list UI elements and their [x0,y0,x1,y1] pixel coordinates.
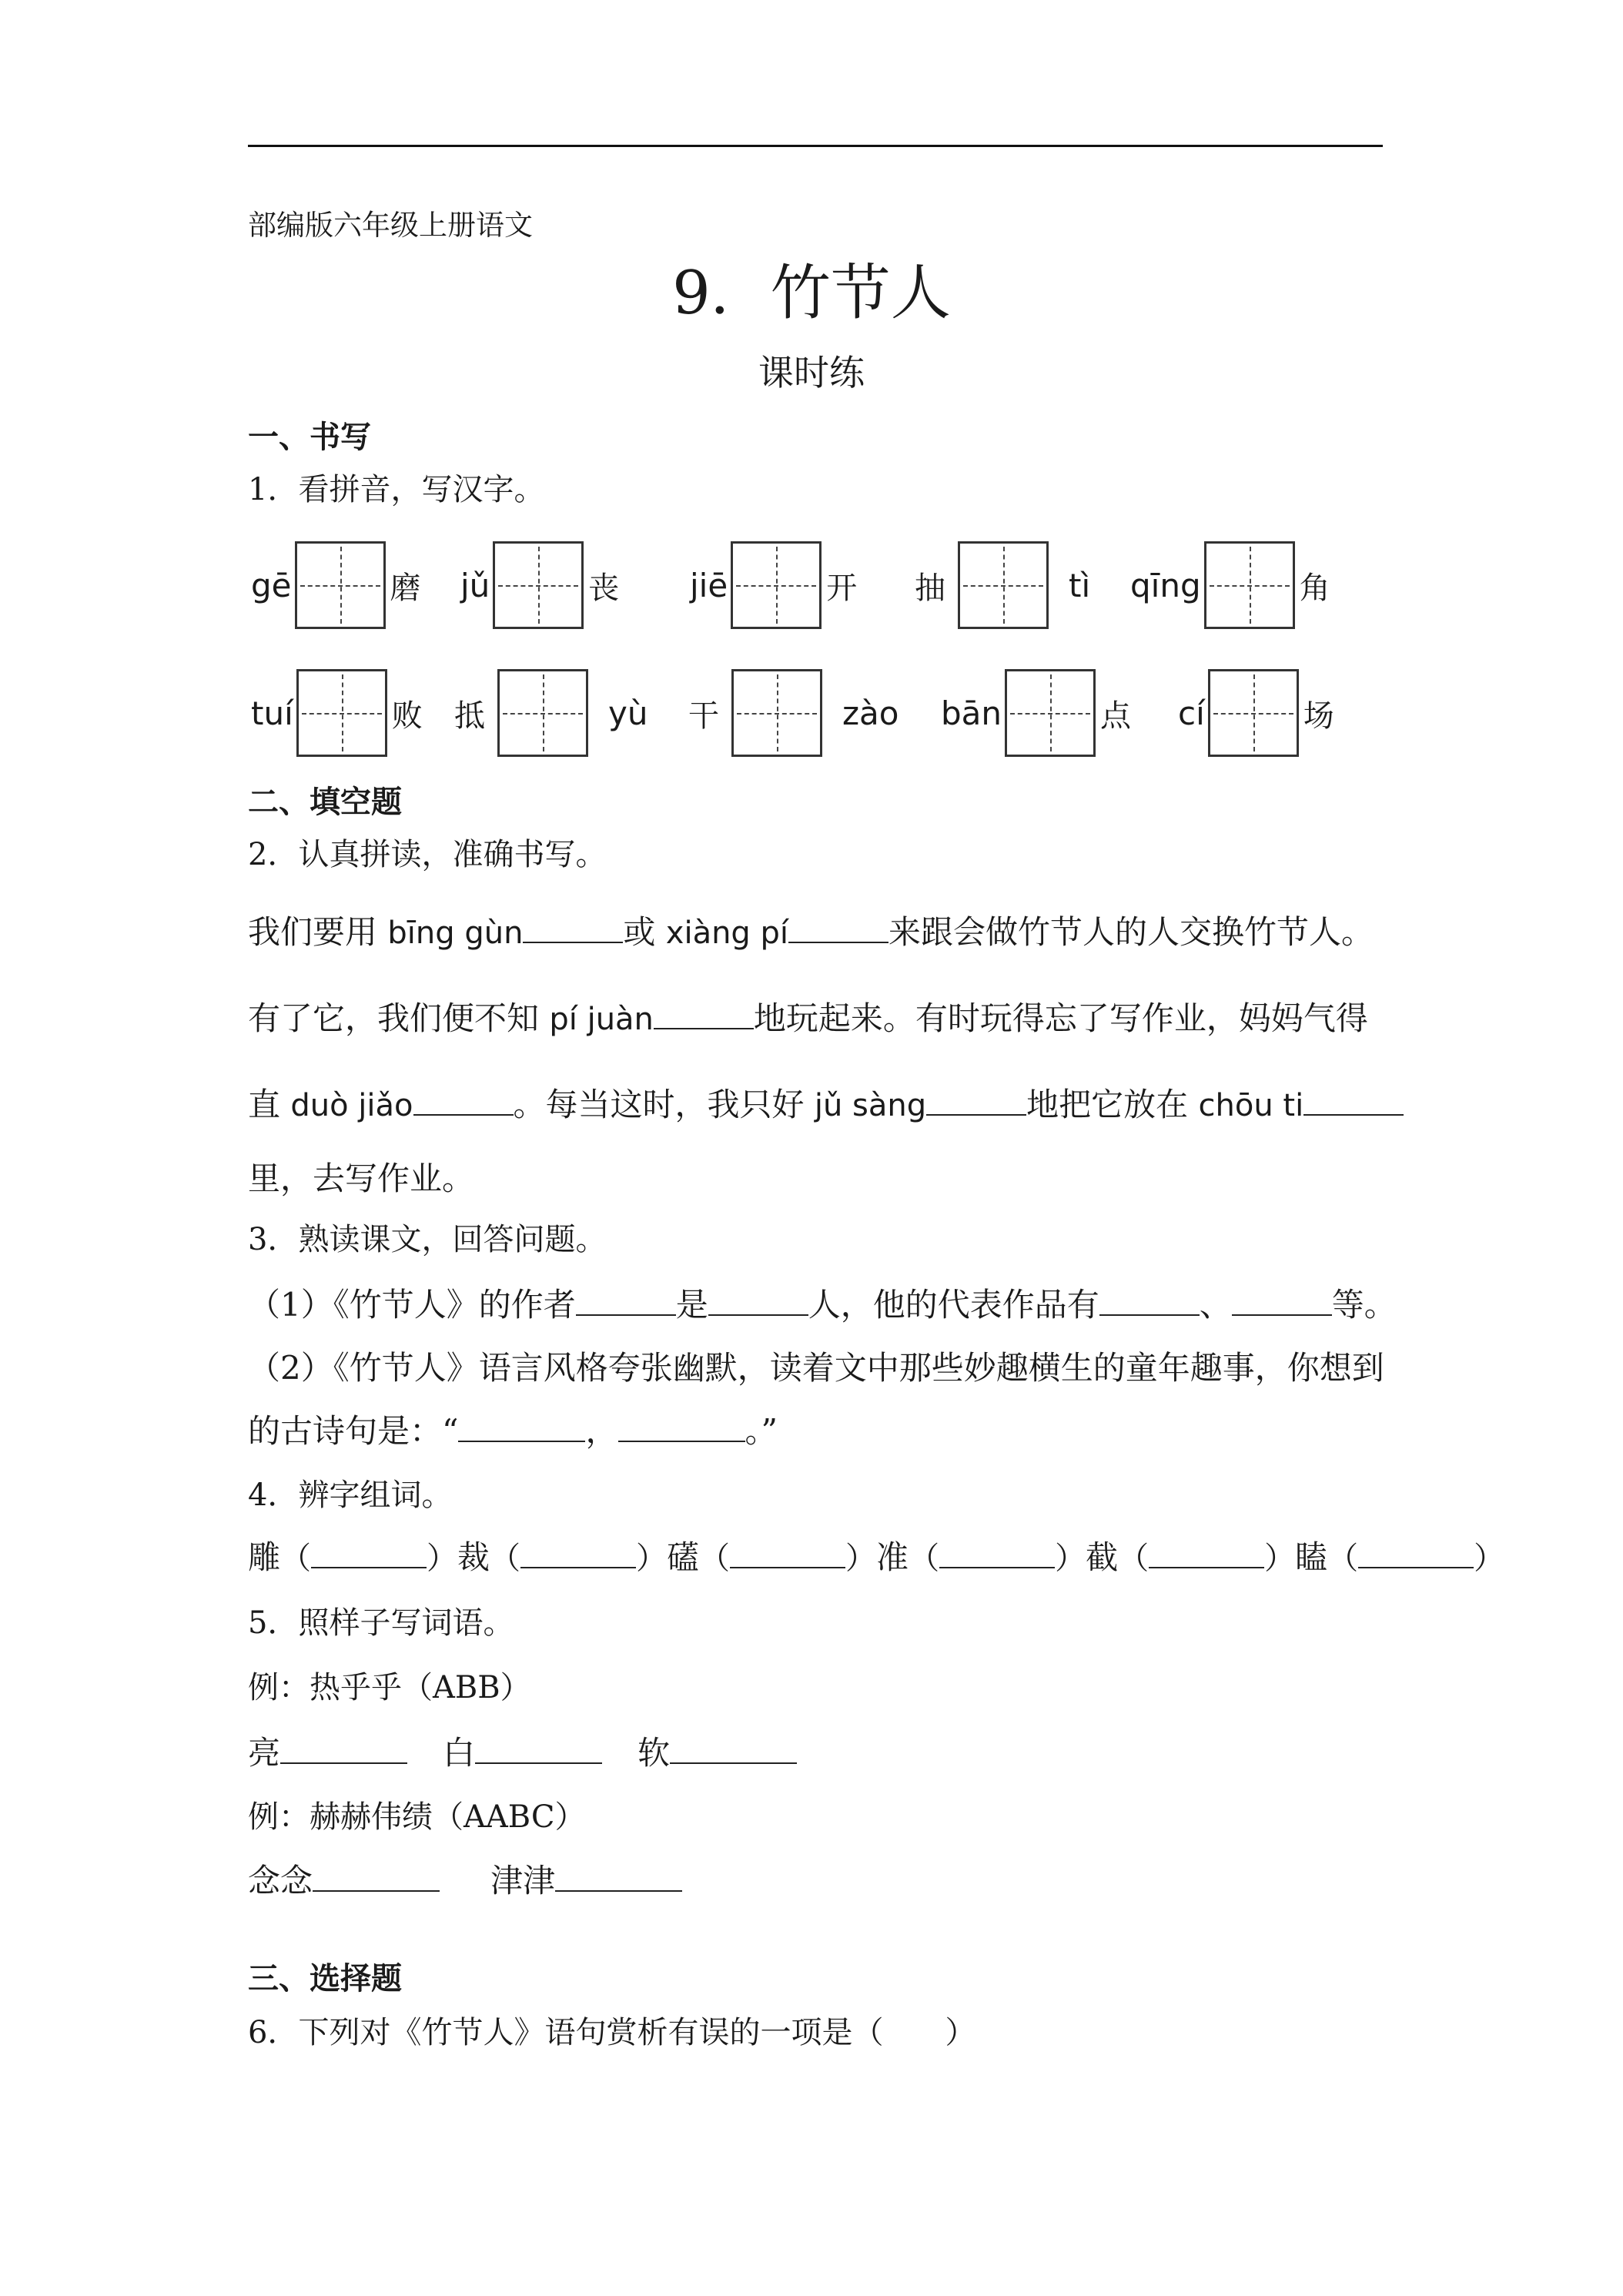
q3-part-2-line-1: （2）《竹节人》语言风格夸张幽默，读着文中那些妙趣横生的童年趣事，你想到 [248,1349,1384,1387]
q2-line-4: 里，去写作业。 [248,1160,475,1197]
q2-line-3 [248,1079,1404,1126]
page-title: 9．竹节人 [672,259,951,328]
text-span: 直 [248,1086,291,1123]
close-paren: ） [636,1541,668,1576]
pinyin-span: jǔ sàng [814,1088,927,1123]
grid-item [248,667,427,759]
grid-item [687,539,862,631]
section-heading-fill: 二、填空题 [248,785,402,820]
tianzi-box[interactable] [296,669,387,757]
answer-blank[interactable] [413,1082,514,1116]
pinyin-label: zào [842,694,899,732]
char-label: 抽 [915,570,945,606]
text-span: ， [585,1412,618,1450]
q2-prompt: 2．认真拼读，准确书写。 [248,837,607,872]
section-heading-choice: 三、选择题 [248,1961,402,1996]
answer-blank[interactable] [1149,1535,1264,1568]
tianzi-box[interactable] [497,669,588,757]
section-heading-writing: 一、书写 [248,420,371,455]
q3-prompt: 3．熟读课文，回答问题。 [248,1222,607,1257]
pinyin-span: xiàng pí [665,915,789,951]
tianzi-box[interactable] [731,541,822,629]
grid-item [910,539,1093,631]
text-span: （1）《竹节人》的作者 [248,1286,576,1324]
grid-item [1127,539,1335,631]
q2-line-1 [248,907,1374,953]
open-paren: （ [1327,1541,1359,1576]
q3-part-2-line-2 [248,1406,778,1452]
answer-blank[interactable] [939,1535,1055,1568]
grid-item [1175,667,1339,759]
answer-blank[interactable] [730,1535,845,1568]
pinyin-label: cí [1178,694,1205,732]
open-paren: （ [1118,1541,1149,1576]
tianzi-box[interactable] [493,541,584,629]
q5-row-2 [248,1856,682,1902]
answer-blank[interactable] [1358,1535,1474,1568]
pinyin-label: tì [1069,566,1091,604]
pinyin-label: bān [941,694,1002,732]
header-rule [248,145,1383,147]
text-span: 或 [623,913,666,951]
q5-example-2: 例：赫赫伟绩（AABC） [248,1799,586,1835]
pinyin-span: duò jiǎo [290,1088,413,1123]
tianzi-box[interactable] [1208,669,1299,757]
tianzi-box[interactable] [958,541,1049,629]
char-label: 抵 [454,698,485,734]
word-stem: 津津 [490,1862,556,1899]
text-span: 我们要用 [248,913,388,951]
pinyin-label: jiē [690,566,728,604]
text-span: 来跟会做竹节人的人交换竹节人。 [888,913,1374,951]
answer-blank[interactable] [280,1730,407,1764]
open-paren: （ [699,1541,731,1576]
char-label: 点 [1100,698,1132,734]
text-span: 地把它放在 [1026,1086,1199,1123]
answer-blank[interactable] [654,996,754,1029]
answer-blank[interactable] [458,1408,585,1442]
q4-prompt: 4．辨字组词。 [248,1478,453,1513]
grid-item [248,539,426,631]
tianzi-box[interactable] [1204,541,1295,629]
open-paren: （ [490,1541,521,1576]
close-paren: ） [1264,1541,1296,1576]
tianzi-box[interactable] [731,669,822,757]
q2-line-2 [248,993,1368,1039]
grid-item [684,667,902,759]
char-label: 雕 [248,1538,281,1576]
char-label: 截 [1086,1538,1119,1576]
page-subtitle: 课时练 [758,352,865,393]
grid-item [938,667,1136,759]
answer-blank[interactable] [520,1535,636,1568]
char-label: 准 [876,1538,909,1576]
tianzi-box[interactable] [295,541,386,629]
grid-item [450,667,651,759]
grid-item [457,539,624,631]
pinyin-label: jǔ [460,566,490,604]
answer-blank[interactable] [311,1535,427,1568]
answer-blank[interactable] [1303,1082,1404,1116]
char-grid-row-1 [248,539,1387,631]
answer-blank[interactable] [618,1408,745,1442]
q5-prompt: 5．照样子写词语。 [248,1605,514,1641]
answer-blank[interactable] [1232,1282,1332,1316]
answer-blank[interactable] [523,909,623,943]
answer-blank[interactable] [313,1858,440,1892]
tianzi-box[interactable] [1005,669,1096,757]
answer-blank[interactable] [788,909,888,943]
pinyin-span: pí juàn [549,1002,654,1037]
q5-example-1: 例：热乎乎（ABB） [248,1670,531,1705]
pinyin-label: tuí [251,694,293,732]
char-label: 丧 [588,570,620,606]
q4-word-row [248,1532,1504,1578]
char-label: 瞌 [1295,1538,1328,1576]
char-label: 开 [826,570,858,606]
answer-blank[interactable] [475,1730,602,1764]
text-span: 等。 [1331,1286,1397,1324]
pinyin-span: bīng gùn [387,915,524,951]
q3-part-1 [248,1280,1397,1326]
q1-prompt: 1．看拼音，写汉字。 [248,472,545,507]
text-span: 。每当这时，我只好 [513,1086,815,1123]
close-paren: ） [1474,1541,1505,1576]
text-span: 、 [1199,1286,1232,1324]
text-span: 人，他的代表作品有 [808,1286,1099,1324]
answer-blank[interactable] [926,1082,1026,1116]
word-stem: 软 [637,1734,671,1772]
answer-blank[interactable] [555,1858,682,1892]
pinyin-span: chōu ti [1198,1088,1304,1123]
text-span: 有了它，我们便不知 [248,999,550,1037]
open-paren: （ [280,1541,312,1576]
answer-blank[interactable] [576,1282,676,1316]
word-stem: 念念 [248,1862,313,1899]
open-paren: （ [909,1541,940,1576]
word-stem: 白 [443,1734,476,1772]
pinyin-label: yù [608,694,648,732]
answer-blank[interactable] [708,1282,808,1316]
q6-prompt: 6．下列对《竹节人》语句赏析有误的一项是（ ） [248,2015,976,2050]
close-paren: ） [845,1541,877,1576]
char-label: 礚 [667,1538,700,1576]
word-stem: 亮 [248,1734,281,1772]
text-span: 是 [675,1286,708,1324]
char-grid-row-2 [248,667,1387,759]
text-span: 。” [745,1412,778,1450]
answer-blank[interactable] [1099,1282,1200,1316]
char-label: 干 [688,698,719,734]
char-label: 裁 [457,1538,490,1576]
pinyin-label: gē [251,566,292,604]
subject-label: 部编版六年级上册语文 [248,209,533,242]
text-span: 地玩起来。有时玩得忘了写作业，妈妈气得 [753,999,1368,1037]
answer-blank[interactable] [670,1730,797,1764]
char-label: 场 [1303,698,1334,734]
q5-row-1 [248,1728,797,1774]
text-span: 的古诗句是：“ [248,1412,459,1450]
pinyin-label: qīng [1130,566,1201,604]
close-paren: ） [427,1541,458,1576]
close-paren: ） [1055,1541,1086,1576]
char-label: 磨 [390,570,421,606]
char-label: 角 [1299,570,1330,606]
char-label: 败 [391,698,423,734]
